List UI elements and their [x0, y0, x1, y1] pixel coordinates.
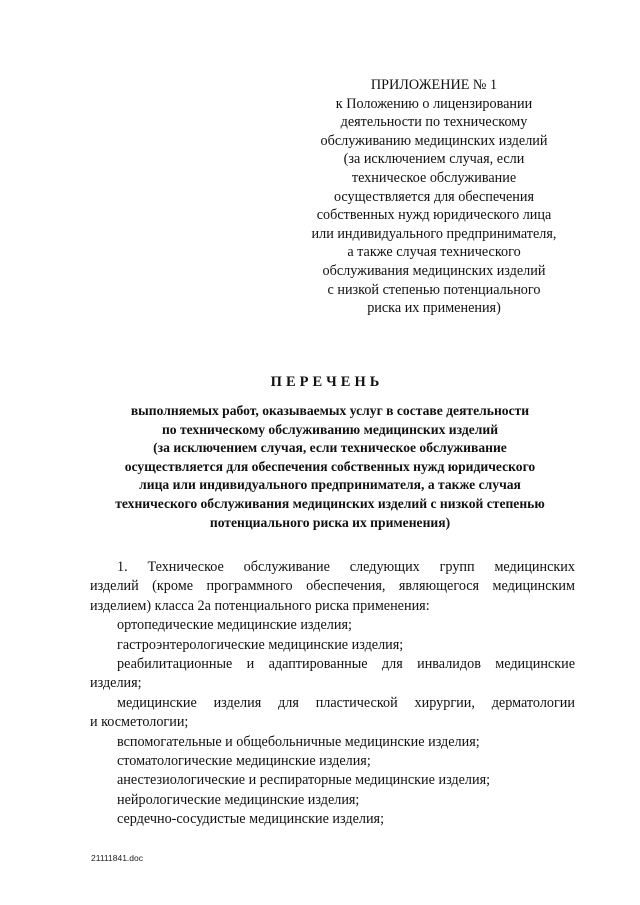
subtitle-line: технического обслуживания медицинских изделий с низкой степенью	[115, 495, 545, 511]
item-1-line: изделий (кроме программного обеспечения, являющегося медицинским	[90, 578, 575, 595]
appendix-line: деятельности по техническому	[340, 114, 528, 131]
appendix-line: к Положению о лицензировании	[335, 95, 533, 112]
document-body	[90, 558, 575, 830]
appendix-line: техническое обслуживание	[351, 169, 517, 186]
appendix-line: (за исключением случая, если	[343, 151, 525, 168]
appendix-line: собственных нужд юридического лица	[316, 207, 552, 224]
list-item: медицинские изделия для пластической хирургии, дерматологии	[117, 694, 575, 711]
subtitle-line: (за исключением случая, если техническое обслуживание	[153, 440, 507, 456]
appendix-line: риска их применения)	[367, 300, 501, 317]
item-1-line: 1. Техническое обслуживание следующих групп медицинских	[117, 559, 575, 575]
list-item: вспомогательные и общебольничные медицинские изделия;	[117, 733, 480, 750]
subtitle-line: потенциального риска их применения)	[209, 514, 451, 530]
list-item: стоматологические медицинские изделия;	[117, 753, 371, 770]
subtitle-line: по техническому обслуживанию медицинских изделий	[161, 421, 499, 437]
appendix-line: осуществляется для обеспечения	[333, 188, 534, 205]
document-subtitle	[60, 402, 600, 532]
list-item: гастроэнтерологические медицинские изделия;	[117, 636, 404, 653]
list-item-continuation: изделия;	[90, 675, 142, 692]
appendix-line: а также случая технического	[347, 244, 521, 261]
list-item: нейрологические медицинские изделия;	[117, 791, 360, 808]
list-item: анестезиологические и респираторные медицинские изделия;	[117, 772, 491, 789]
file-name-footer: 21111841.doc	[91, 853, 143, 863]
appendix-line: ПРИЛОЖЕНИЕ № 1	[370, 77, 498, 93]
appendix-header	[300, 76, 568, 318]
list-item-continuation: и косметологии;	[90, 714, 189, 731]
subtitle-line: выполняемых работ, оказываемых услуг в составе деятельности	[130, 403, 530, 418]
subtitle-line: осуществляется для обеспечения собственных нужд юридического	[124, 458, 536, 474]
list-item: сердечно-сосудистые медицинские изделия;	[117, 811, 385, 828]
appendix-line: обслуживанию медицинских изделий	[320, 132, 548, 149]
appendix-line: или индивидуального предпринимателя,	[311, 225, 557, 242]
item-1-line: изделием) класса 2а потенциального риска применения:	[90, 597, 430, 614]
appendix-line: обслуживания медицинских изделий	[322, 262, 546, 279]
list-item: реабилитационные и адаптированные для инвалидов медицинские	[117, 656, 575, 673]
subtitle-line: лица или индивидуального предпринимателя, а также случая	[139, 477, 521, 493]
document-title: ПЕРЕЧЕНЬ	[270, 374, 384, 390]
appendix-line: с низкой степенью потенциального	[327, 281, 541, 298]
list-item: ортопедические медицинские изделия;	[117, 617, 352, 634]
